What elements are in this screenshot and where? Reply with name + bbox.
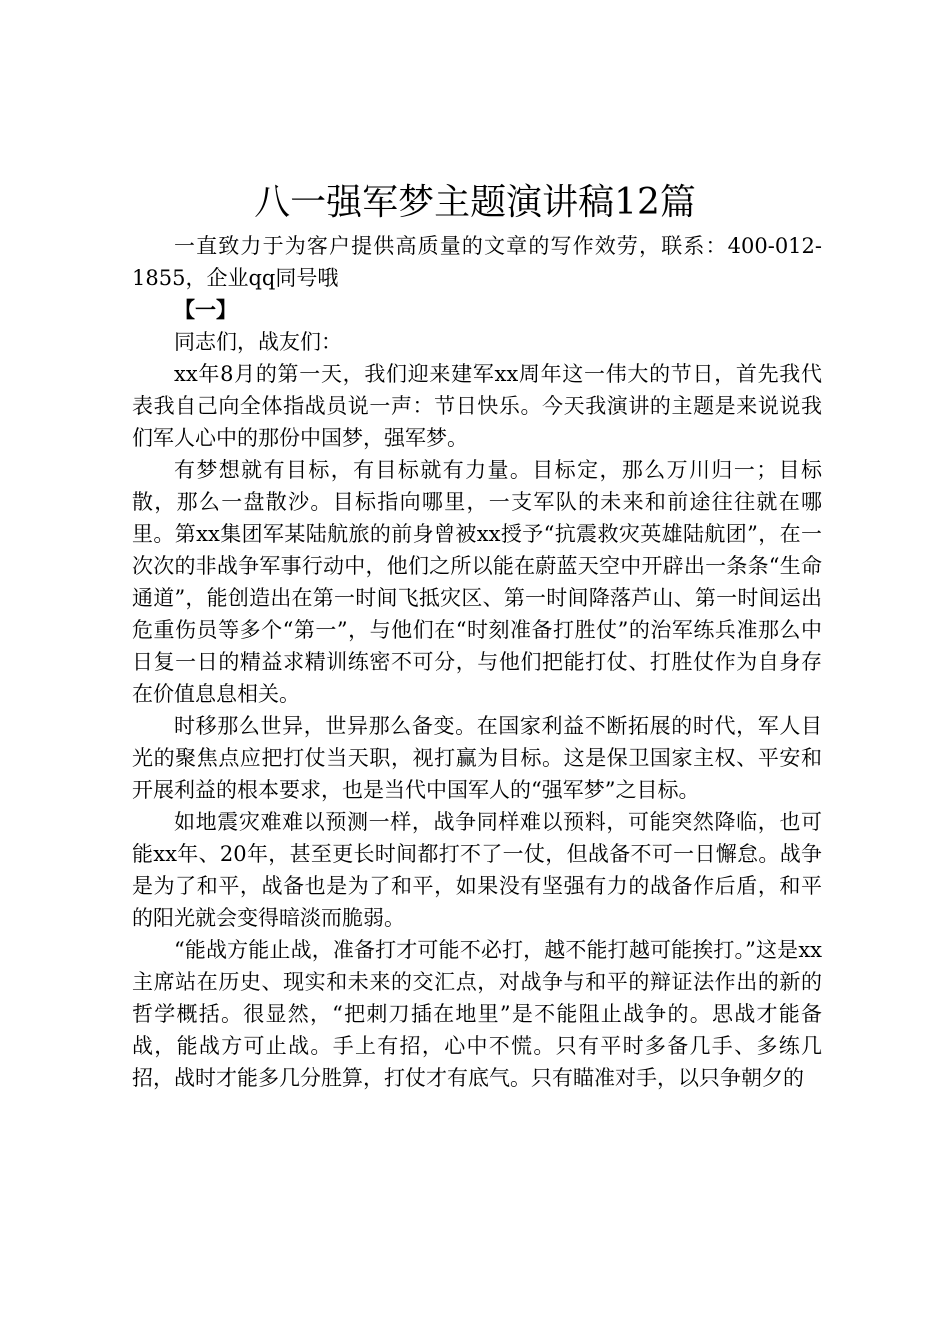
body-paragraph: xx年8月的第一天，我们迎来建军xx周年这一伟大的节日，首先我代表我自己向全体指战员说一声：节日快乐。今天我演讲的主题是来说说我们军人心中的那份中国梦，强军梦。 [132, 362, 822, 450]
document-title: 八一强军梦主题演讲稿12篇 [254, 182, 696, 223]
body-paragraph: 有梦想就有目标，有目标就有力量。目标定，那么万川归一；目标散，那么一盘散沙。目标指向哪里，一支军队的未来和前途往往就在哪里。第xx集团军某陆航旅的前身曾被xx授予“抗震救灾英雄陆航团”，在一次次的非战争军事行动中，他们之所以能在蔚蓝天空中开辟出一条条“生命通道”，能创造出在第一时间飞抵灾区、第一时间降落芦山、第一时间运出危重伤员等多个“第一”，与他们在“时刻准备打胜仗”的治军练兵准那么中日复一日的精益求精训练密不可分，与他们把能打仗、打胜仗作为自身存在价值息息相关。 [132, 458, 822, 706]
salutation: 同志们，战友们： [174, 330, 342, 354]
intro-paragraph: 一直致力于为客户提供高质量的文章的写作效劳，联系：400-012-1855，企业qq同号哦 [132, 234, 822, 290]
body-paragraph: “能战方能止战，准备打才可能不必打，越不能打越可能挨打。”这是xx主席站在历史、现实和未来的交汇点，对战争与和平的辩证法作出的新的哲学概括。很显然，“把刺刀插在地里”是不能阻止战争的。思战才能备战，能战方可止战。手上有招，心中不慌。只有平时多备几手、多练几招，战时才能多几分胜算，打仗才有底气。只有瞄准对手，以只争朝夕的 [132, 938, 822, 1090]
section-heading: 【一】 [174, 297, 237, 322]
body-paragraph: 时移那么世异，世异那么备变。在国家利益不断拓展的时代，军人目光的聚焦点应把打仗当天职，视打赢为目标。这是保卫国家主权、平安和开展利益的根本要求，也是当代中国军人的“强军梦”之目标。 [132, 714, 822, 802]
body-paragraph: 如地震灾难难以预测一样，战争同样难以预料，可能突然降临，也可能xx年、20年，甚至更长时间都打不了一仗，但战备不可一日懈怠。战争是为了和平，战备也是为了和平，如果没有坚强有力的战备作后盾，和平的阳光就会变得暗淡而脆弱。 [132, 810, 822, 930]
document-body [132, 230, 822, 1094]
